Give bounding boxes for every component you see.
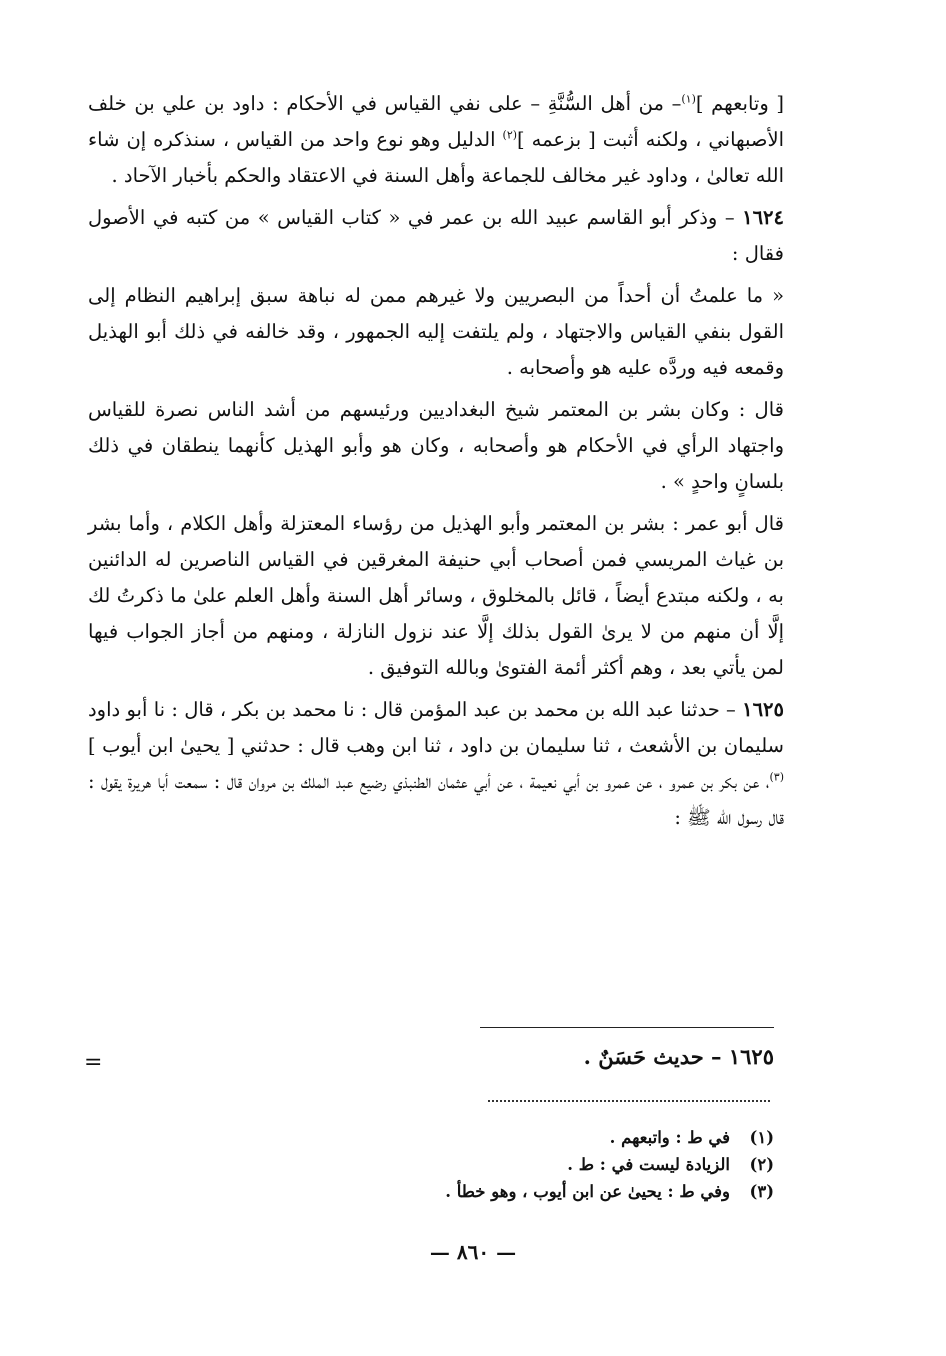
footnote [445, 1124, 774, 1151]
continuation-mark: = [84, 1050, 103, 1075]
hadith-grade: ١٦٢٥ – حديث حَسَنٌ . [583, 1044, 774, 1069]
footnote-number: (٣) [749, 1182, 774, 1201]
text-run: [ وتابعهم ] [695, 92, 785, 115]
paragraph-bishr: قال : وكان بشر بن المعتمر شيخ البغداديين ورئيسهم من أشد الناس نصرة للقياس واجتهاد الرأي في الأحكام هو وأصحابه ، وكان هو وأبو الهذيل كأنهما ينطقان في ذلك بلسانٍ واحدٍ » . [88, 398, 784, 493]
entry-number: ١٦٢٤ [742, 206, 784, 229]
footnote-number: (٢) [749, 1155, 774, 1174]
footnote [445, 1178, 774, 1205]
text-run: الدليل وهو نوع واحد من القياس ، سنذكره إن شاء الله تعالىٰ ، وداود غير مخالف للجماعة وأهل السنة في الاعتقاد والحكم بأخبار الآحاد . [88, 128, 784, 187]
dotted-divider [488, 1100, 770, 1102]
footnote-text: الزيادة ليست في : ط . [567, 1155, 730, 1174]
footnote-ref[interactable]: (١) [681, 92, 696, 106]
paragraph-1 [88, 86, 784, 194]
paragraph-quote: « ما علمتُ أن أحداً من البصريين ولا غيرهم ممن له نباهة سبق إبراهيم النظام إلى القول بنفي القياس والاجتهاد ، ولم يلتفت إليه الجمهور ، وقد خالفه في ذلك أبو الهذيل وقمعه فيه وردَّه عليه هو وأصحابه . [88, 284, 784, 379]
footnote-text: في ط : واتبعهم . [609, 1128, 730, 1147]
page-number: — ٨٦٠ — [429, 1240, 517, 1264]
text-run: – حدثنا عبد الله بن محمد بن عبد المؤمن قال : نا محمد بن بكر ، قال : نا أبو داود سليمان بن الأشعث ، ثنا سليمان بن داود ، ثنا ابن وهب قال : حدثني [ يحيىٰ ابن أيوب ] [88, 698, 784, 757]
footnote-number: (١) [749, 1128, 774, 1147]
footnote-ref[interactable]: (٢) [502, 128, 518, 142]
footnote [445, 1151, 774, 1178]
footnotes [445, 1124, 774, 1205]
entry-number: ١٦٢٥ [742, 698, 784, 721]
text-run: – من أهل السُّنَّةِ – على نفي القياس في الأحكام : داود بن علي بن خلف الأصبهاني ، ولكنه أثبت [ بزعمه ] [88, 92, 784, 151]
text-run: – وذكر أبو القاسم عبيد الله بن عمر في « كتاب القياس » من كتبه في الأصول فقال : [88, 206, 784, 265]
paragraph-1624 [88, 200, 784, 272]
footnote-text: وفي ط : يحيىٰ عن ابن أيوب ، وهو خطأ . [445, 1182, 730, 1201]
text-run: ، عن بكر بن عمرو ، عن عمرو بن أبي نعيمة ، عن أبي عثمان الطنبذي رضيع عبد الملك بن مروان قال : سمعت أبا هريرة يقول : قال رسول الله ﷺ : [88, 770, 784, 829]
main-text [88, 86, 784, 842]
paragraph-1625 [88, 692, 784, 836]
footnote-divider [480, 1027, 774, 1028]
footnote-ref[interactable]: (٣) [769, 770, 784, 784]
paragraph-abu-umar: قال أبو عمر : بشر بن المعتمر وأبو الهذيل من رؤساء المعتزلة وأهل الكلام ، وأما بشر بن غياث المريسي فمن أصحاب أبي حنيفة المغرقين في القياس الناصرين له الدائنين به ، ولكنه مبتدع أيضاً ، قائل بالمخلوق ، وسائر أهل السنة وأهل العلم علىٰ ما ذكرتُ لك إلَّا أن منهم من لا يرىٰ القول بذلك إلَّا عند نزول النازلة ، ومنهم من أجاز الجواب فيها لمن يأتي بعد ، وهم أكثر أئمة الفتوىٰ وبالله التوفيق . [88, 512, 784, 679]
